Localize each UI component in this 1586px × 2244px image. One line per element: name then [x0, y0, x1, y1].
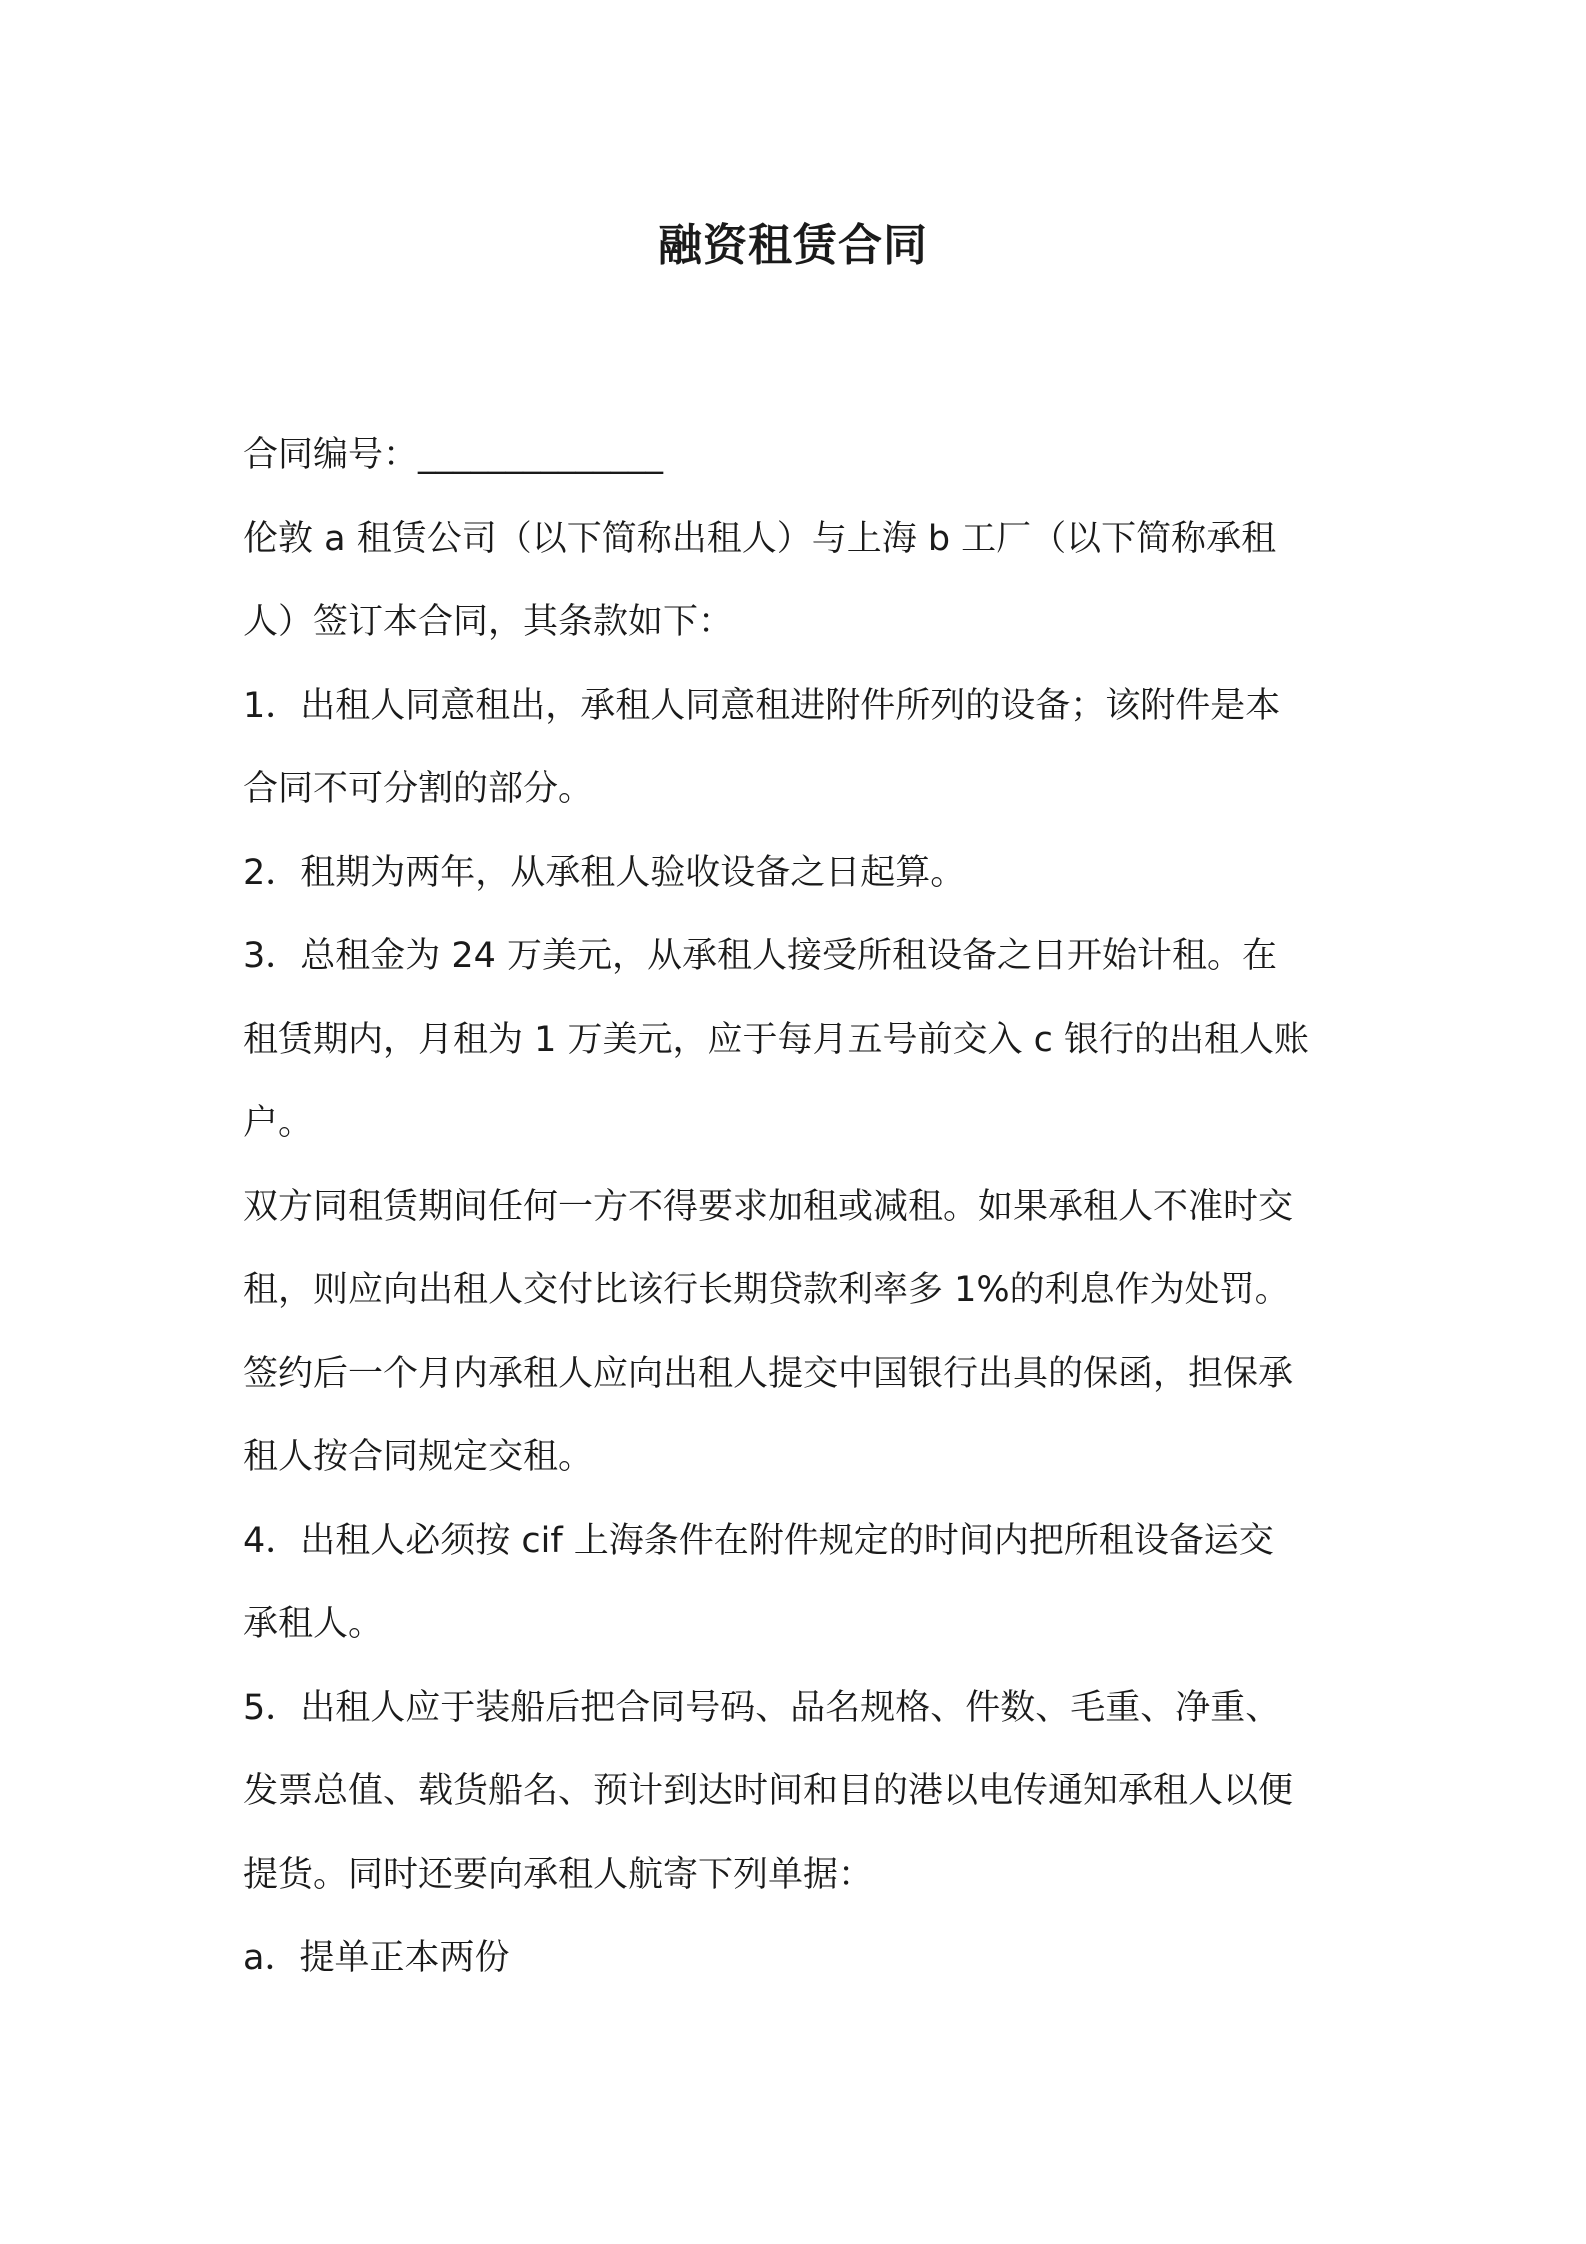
document-body — [243, 414, 1363, 2001]
text-line: 承租人。 — [243, 1604, 384, 1644]
text-line: 租赁期内，月租为 1 万美元，应于每月五号前交入 c 银行的出租人账 — [243, 1019, 1310, 1060]
contract-number-line — [243, 414, 1363, 498]
text-line: 双方同租赁期间任何一方不得要求加租或减租。如果承租人不准时交 — [243, 1186, 1294, 1227]
text-line: 签约后一个月内承租人应向出租人提交中国银行出具的保函，担保承 — [243, 1353, 1294, 1394]
text-line: 4．出租人必须按 cif 上海条件在附件规定的时间内把所租设备运交 — [243, 1520, 1274, 1561]
text-line: 户。 — [243, 1103, 314, 1143]
text-line: 租人按合同规定交租。 — [243, 1437, 594, 1477]
text-line: 伦敦 a 租赁公司（以下简称出租人）与上海 b 工厂（以下简称承租 — [243, 518, 1277, 559]
contract-number-label: 合同编号： — [243, 435, 419, 475]
text-line: a．提单正本两份 — [243, 1938, 510, 1978]
contract-number-blank: ______________ — [418, 435, 664, 475]
text-line: 发票总值、载货船名、预计到达时间和目的港以电传通知承租人以便 — [243, 1771, 1294, 1811]
text-line: 5．出租人应于装船后把合同号码、品名规格、件数、毛重、净重、 — [243, 1687, 1281, 1728]
text-line: 人）签订本合同，其条款如下： — [243, 602, 734, 642]
document-title: 融资租赁合同 — [658, 220, 928, 271]
text-line: 1．出租人同意租出，承租人同意租进附件所列的设备；该附件是本 — [243, 685, 1281, 726]
text-line: 合同不可分割的部分。 — [243, 769, 594, 809]
text-line: 3．总租金为 24 万美元，从承租人接受所租设备之日开始计租。在 — [243, 936, 1278, 976]
text-line: 提货。同时还要向承租人航寄下列单据： — [243, 1854, 874, 1895]
text-line: 2．租期为两年，从承租人验收设备之日起算。 — [243, 852, 966, 893]
text-line: 租，则应向出租人交付比该行长期贷款利率多 1%的利息作为处罚。 — [243, 1270, 1290, 1310]
